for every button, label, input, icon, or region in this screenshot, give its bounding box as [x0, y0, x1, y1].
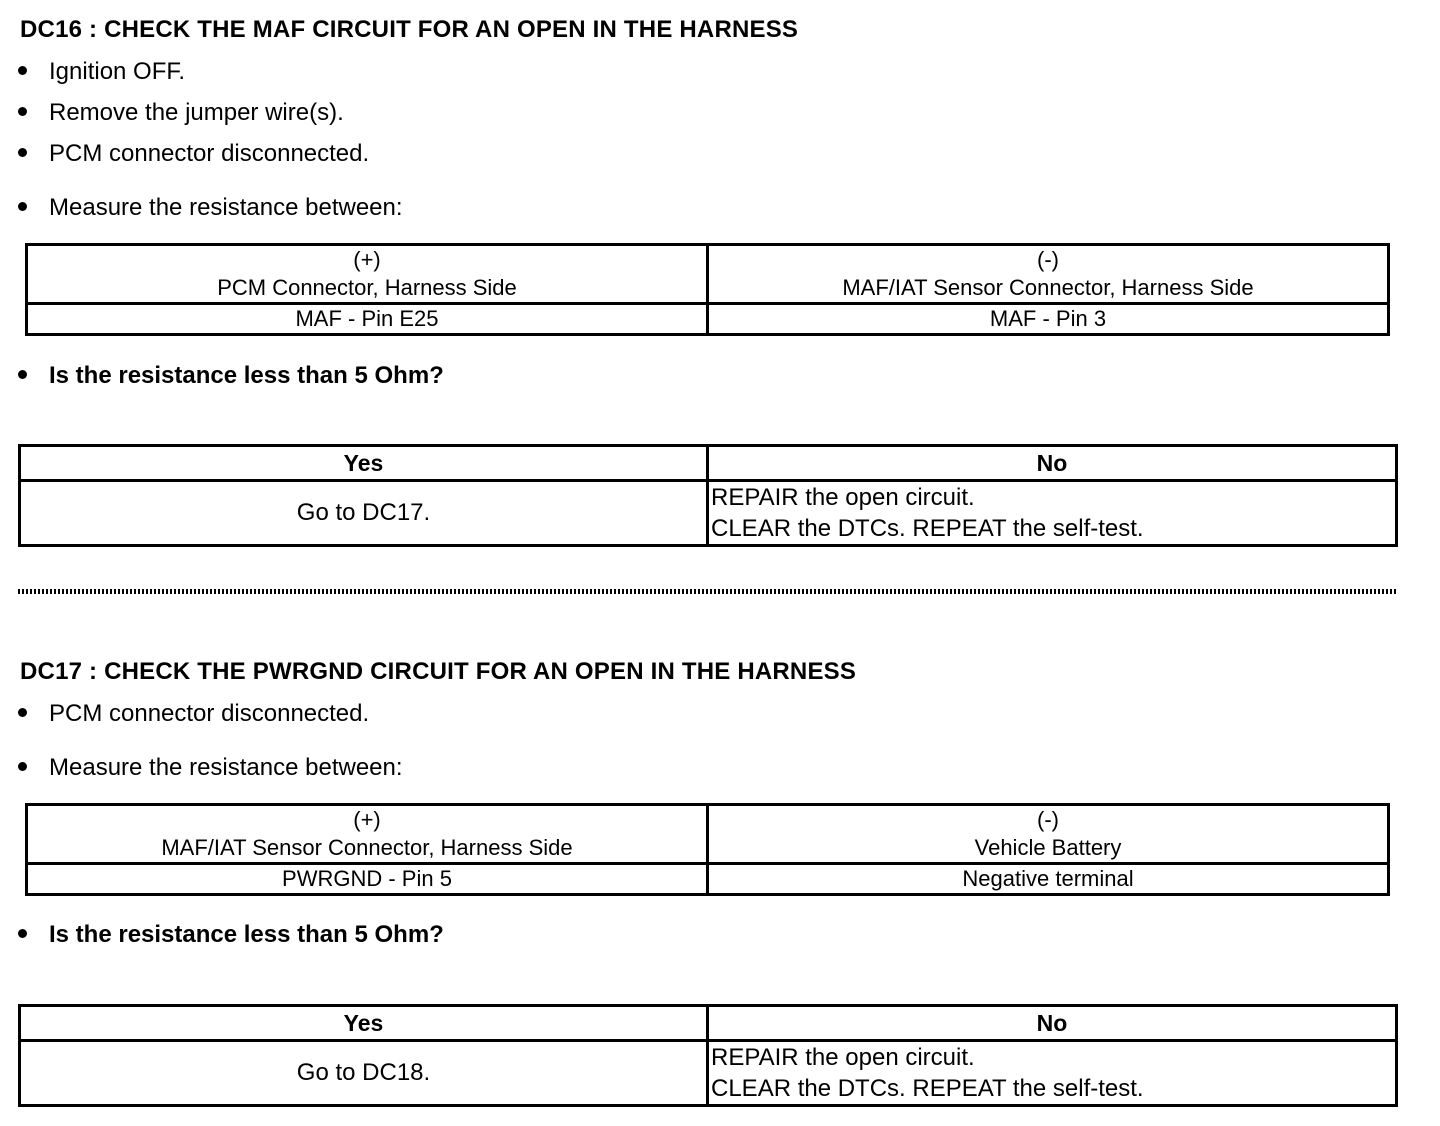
bullet-icon: [18, 929, 27, 938]
dc17-bullet-connector: PCM connector disconnected.: [18, 700, 369, 728]
dc17-neg-value: Negative terminal: [708, 864, 1389, 895]
pos-sign: (+): [353, 247, 381, 272]
dc17-no-header: No: [708, 1006, 1397, 1041]
bullet-icon: [18, 107, 27, 116]
bullet-icon: [18, 66, 27, 75]
neg-header: MAF/IAT Sensor Connector, Harness Side: [842, 275, 1254, 300]
dc17-yes-header: Yes: [20, 1006, 708, 1041]
dc16-question: Is the resistance less than 5 Ohm?: [18, 362, 444, 390]
table-row: [20, 481, 1397, 546]
pos-header: PCM Connector, Harness Side: [217, 275, 517, 300]
dc16-neg-value: MAF - Pin 3: [708, 304, 1389, 335]
bullet-icon: [18, 148, 27, 157]
section-divider: [18, 589, 1396, 594]
dc16-pos-value: MAF - Pin E25: [27, 304, 708, 335]
pos-sign: (+): [353, 807, 381, 832]
table-row: [20, 1041, 1397, 1106]
neg-header: Vehicle Battery: [974, 835, 1122, 860]
dc16-yes-header: Yes: [20, 446, 708, 481]
bullet-icon: [18, 202, 27, 211]
dc17-neg-header-cell: [708, 805, 1389, 864]
dc17-pos-header-cell: [27, 805, 708, 864]
dc16-yes-action: Go to DC17.: [20, 481, 708, 546]
table-row: [27, 805, 1389, 864]
dc16-title: DC16 : CHECK THE MAF CIRCUIT FOR AN OPEN IN THE HARNESS: [20, 16, 799, 43]
dc16-neg-header-cell: [708, 245, 1389, 304]
dc17-bullet-measure: Measure the resistance between:: [18, 754, 403, 782]
table-row: [20, 446, 1397, 481]
dc16-bullet-ignition: Ignition OFF.: [18, 58, 185, 86]
dc17-measure-table: [25, 803, 1390, 896]
dc16-no-header: No: [708, 446, 1397, 481]
table-row: [27, 304, 1389, 335]
dc16-pos-header-cell: [27, 245, 708, 304]
bullet-icon: [18, 370, 27, 379]
dc16-bullet-jumper: Remove the jumper wire(s).: [18, 99, 344, 127]
dc16-bullet-measure: Measure the resistance between:: [18, 194, 403, 222]
dc17-no-action: REPAIR the open circuit. CLEAR the DTCs. REPEAT the self-test.: [708, 1041, 1397, 1106]
bullet-icon: [18, 762, 27, 771]
dc16-measure-table: [25, 243, 1390, 336]
dc16-no-action: REPAIR the open circuit. CLEAR the DTCs. REPEAT the self-test.: [708, 481, 1397, 546]
neg-sign: (-): [1037, 247, 1059, 272]
dc17-pos-value: PWRGND - Pin 5: [27, 864, 708, 895]
dc16-bullet-connector: PCM connector disconnected.: [18, 140, 369, 168]
neg-sign: (-): [1037, 807, 1059, 832]
dc17-yes-action: Go to DC18.: [20, 1041, 708, 1106]
dc16-result-table: [18, 444, 1398, 547]
pos-header: MAF/IAT Sensor Connector, Harness Side: [161, 835, 573, 860]
dc17-question: Is the resistance less than 5 Ohm?: [18, 921, 444, 949]
bullet-icon: [18, 708, 27, 717]
dc17-title: DC17 : CHECK THE PWRGND CIRCUIT FOR AN OPEN IN THE HARNESS: [20, 658, 857, 685]
table-row: [27, 245, 1389, 304]
table-row: [20, 1006, 1397, 1041]
dc17-result-table: [18, 1004, 1398, 1107]
table-row: [27, 864, 1389, 895]
